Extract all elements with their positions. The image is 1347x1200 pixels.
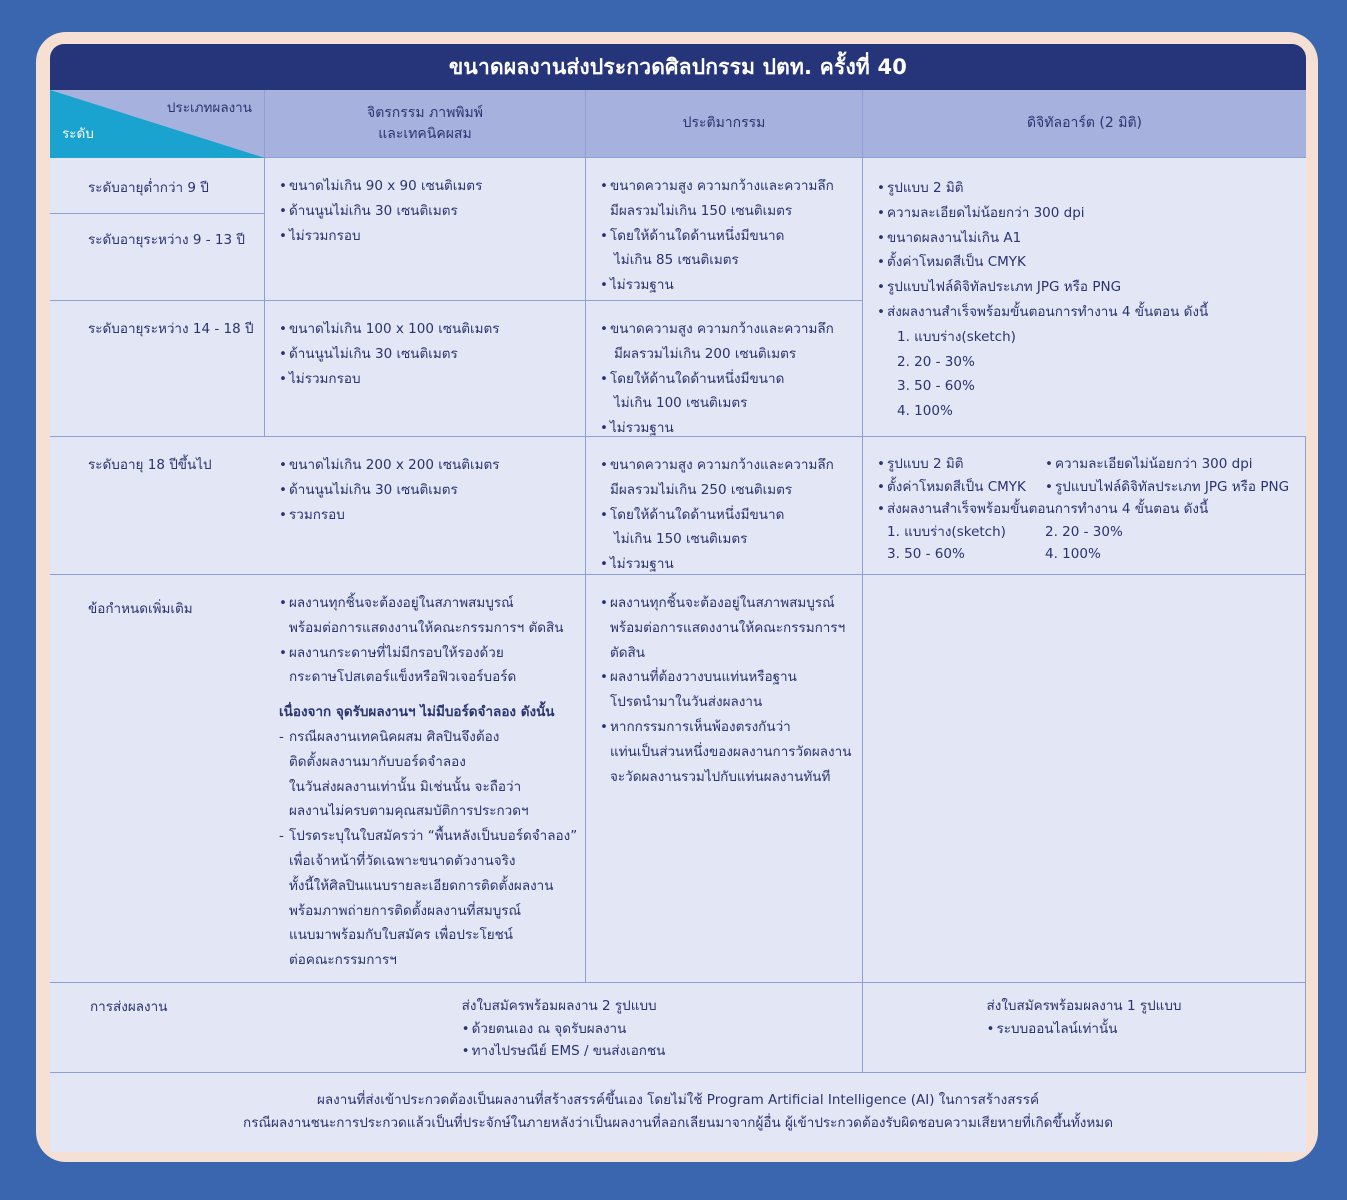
list-item: • โดยให้ด้านใดด้านหนึ่งมีขนาด [600,224,856,249]
list-item: พร้อมภาพถ่ายการติดตั้งผลงานที่สมบูรณ์ [289,902,522,919]
digital-requirements-empty [863,575,1306,983]
list-item: ตัดสิน [610,644,646,661]
step-item: 1. แบบร่าง(sketch) [897,328,1016,345]
corner-level-label: ระดับ [62,126,94,143]
list-item: • ส่งผลงานสำเร็จพร้อมขั้นตอนการทำงาน 4 ขั้นตอน ดังนี้ [877,300,1300,325]
list-item: • ด้านนูนไม่เกิน 30 เซนติเมตร [279,342,579,367]
painting-row2 [265,301,586,437]
list-item: • โดยให้ด้านใดด้านหนึ่งมีขนาด [600,503,856,528]
footer-line-1: ผลงานที่ส่งเข้าประกวดต้องเป็นผลงานที่สร้างสรรค์ขึ้นเอง โดยไม่ใช้ Program Artificial Intelligence (AI) ในการสร้างสรรค์ [316,1092,1040,1108]
header-painting [265,90,586,158]
list-item: พร้อมต่อการแสดงงานให้คณะกรรมการฯ ตัดสิน [289,619,564,636]
list-item: • ด้วยตนเอง ณ จุดรับผลงาน [462,1018,666,1041]
list-item: • ขนาดผลงานไม่เกิน A1 [877,226,1300,251]
level-cell-row1 [50,158,265,301]
level-14-18: ระดับอายุระหว่าง 14 - 18 ปี [50,301,265,437]
sculpture-row3 [586,437,863,575]
painting-requirements [265,575,586,983]
submission-digital-title: ส่งใบสมัครพร้อมผลงาน 1 รูปแบบ [986,998,1182,1014]
list-item: แนบมาพร้อมกับใบสมัคร เพื่อประโยชน์ [289,927,513,944]
list-item: • ผลงานที่ต้องวางบนแท่นหรือฐาน [600,665,856,690]
list-item: • รวมกรอบ [279,503,579,528]
list-item: • ขนาดความสูง ความกว้างและความลึก [600,174,856,199]
list-item: ต่อคณะกรรมการฯ [289,952,397,969]
list-item: • ผลงานทุกชิ้นจะต้องอยู่ในสภาพสมบูรณ์ [600,591,856,616]
list-item: • ตั้งค่าโหมดสีเป็น CMYK [877,250,1300,275]
list-item: - กรณีผลงานเทคนิคผสม ศิลปินจึงต้อง [279,725,579,750]
list-item: • ขนาดไม่เกิน 90 x 90 เซนติเมตร [279,174,579,199]
step-item: 4. 100% [897,403,953,420]
list-item: • ด้านนูนไม่เกิน 30 เซนติเมตร [279,478,579,503]
additional-requirements-label: ข้อกำหนดเพิ่มเติม [50,575,265,983]
list-item: แท่นเป็นส่วนหนึ่งของผลงานการวัดผลงาน [610,743,852,760]
list-item: • ขนาดความสูง ความกว้างและความลึก [600,453,856,478]
header-painting-line1: จิตรกรรม ภาพพิมพ์ [366,104,483,121]
footer-note [50,1073,1306,1151]
list-item: • ไม่รวมฐาน [600,416,856,441]
list-item: • โดยให้ด้านใดด้านหนึ่งมีขนาด [600,367,856,392]
level-18-plus: ระดับอายุ 18 ปีขึ้นไป [50,437,265,575]
list-item: โปรดนำมาในวันส่งผลงาน [610,694,763,711]
size-table-panel [50,44,1306,1152]
sculpture-row1 [586,158,863,301]
table-title: ขนาดผลงานส่งประกวดศิลปกรรม ปตท. ครั้งที่ 40 [50,44,1306,90]
list-item: ไม่เกิน 150 เซนติเมตร [614,531,748,548]
list-item: กระดาษโปสเตอร์แข็งหรือฟิวเจอร์บอร์ด [289,669,517,686]
list-item: • ผลงานกระดาษที่ไม่มีกรอบให้รองด้วย [279,641,579,666]
list-item: ติดตั้งผลงานมากับบอร์ดจำลอง [289,753,466,770]
list-item: • ไม่รวมฐาน [600,552,856,577]
list-item: • ไม่รวมฐาน [600,273,856,298]
header-painting-line2: และเทคนิคผสม [378,125,472,142]
level-9-13: ระดับอายุระหว่าง 9 - 13 ปี [50,213,264,253]
step-item: 4. 100% [1045,546,1101,562]
list-item: พร้อมต่อการแสดงงานให้คณะกรรมการฯ [610,619,846,636]
list-item: • ส่งผลงานสำเร็จพร้อมขั้นตอนการทำงาน 4 ขั้นตอน ดังนี้ [877,498,1299,521]
list-item: มีผลรวมไม่เกิน 150 เซนติเมตร [610,202,793,219]
list-item: ไม่เกิน 100 เซนติเมตร [614,395,748,412]
list-item: ไม่เกิน 85 เซนติเมตร [614,252,739,269]
list-item: จะวัดผลงานรวมไปกับแท่นผลงานทันที [610,768,831,785]
list-item: • ผลงานทุกชิ้นจะต้องอยู่ในสภาพสมบูรณ์ [279,591,579,616]
notice-heading: เนื่องจาก จุดรับผลงานฯ ไม่มีบอร์ดจำลอง ดังนั้น [279,704,555,721]
submission-physical-title: ส่งใบสมัครพร้อมผลงาน 2 รูปแบบ [461,998,657,1014]
step-item: 2. 20 - 30% [1045,523,1123,540]
sculpture-row2 [586,301,863,437]
list-item: • หากกรรมการเห็นพ้องตรงกันว่า [600,715,856,740]
submission-digital [863,983,1306,1073]
step-item: 3. 50 - 60% [887,546,965,562]
step-item: 1. แบบร่าง(sketch) [887,523,1006,540]
list-item: • รูปแบบไฟล์ดิจิทัลประเภท JPG หรือ PNG [877,275,1300,300]
list-item: • ระบบออนไลน์เท่านั้น [987,1018,1182,1041]
list-item: - โปรดระบุในใบสมัครว่า “พื้นหลังเป็นบอร์ดจำลอง” [279,824,579,849]
sculpture-requirements [586,575,863,983]
list-item: • รูปแบบ 2 มิติ [877,453,1045,476]
painting-row1 [265,158,586,301]
list-item: • ด้านนูนไม่เกิน 30 เซนติเมตร [279,199,579,224]
list-item: • ความละเอียดไม่น้อยกว่า 300 dpi [1045,453,1299,476]
list-item: ในวันส่งผลงานเท่านั้น มิเช่นนั้น จะถือว่า [289,778,522,795]
digital-row3 [863,437,1306,575]
list-item: เพื่อเจ้าหน้าที่วัดเฉพาะขนาดตัวงานจริง [289,852,516,869]
list-item: • ไม่รวมกรอบ [279,224,579,249]
painting-row3 [265,437,586,575]
list-item: • ขนาดไม่เกิน 100 x 100 เซนติเมตร [279,317,579,342]
list-item: • รูปแบบ 2 มิติ [877,176,1300,201]
list-item: • ทางไปรษณีย์ EMS / ขนส่งเอกชน [462,1040,666,1063]
list-item: • ไม่รวมกรอบ [279,367,579,392]
list-item: • ขนาดความสูง ความกว้างและความลึก [600,317,856,342]
step-item: 2. 20 - 30% [897,353,975,370]
header-sculpture: ประติมากรรม [586,90,863,158]
step-item: 3. 50 - 60% [897,378,975,395]
list-item: • ขนาดไม่เกิน 200 x 200 เซนติเมตร [279,453,579,478]
list-item: มีผลรวมไม่เกิน 200 เซนติเมตร [614,345,797,362]
list-item: ทั้งนี้ให้ศิลปินแนบรายละเอียดการติดตั้งผลงาน [289,877,554,894]
level-under-9: ระดับอายุต่ำกว่า 9 ปี [88,180,209,196]
header-digital-art: ดิจิทัลอาร์ต (2 มิติ) [863,90,1306,158]
corner-header [50,90,265,158]
footer-line-2: กรณีผลงานชนะการประกวดแล้วเป็นที่ประจักษ์ในภายหลังว่าเป็นผลงานที่ลอกเลียนมาจากผู้อื่น ผู้เข้าประกวดต้องรับผิดชอบความเสียหายที่เกิดขึ้นทั้งหมด [243,1115,1113,1131]
submission-label: การส่งผลงาน [50,983,265,1073]
corner-type-label: ประเภทผลงาน [166,100,252,116]
list-item: • ความละเอียดไม่น้อยกว่า 300 dpi [877,201,1300,226]
size-table [50,90,1306,1073]
list-item: • ตั้งค่าโหมดสีเป็น CMYK [877,476,1045,499]
list-item: ผลงานไม่ครบตามคุณสมบัติการประกวดฯ [289,803,529,820]
list-item: มีผลรวมไม่เกิน 250 เซนติเมตร [610,481,793,498]
submission-physical [265,983,863,1073]
list-item: • รูปแบบไฟล์ดิจิทัลประเภท JPG หรือ PNG [1045,476,1299,499]
digital-row1-2 [863,158,1306,437]
